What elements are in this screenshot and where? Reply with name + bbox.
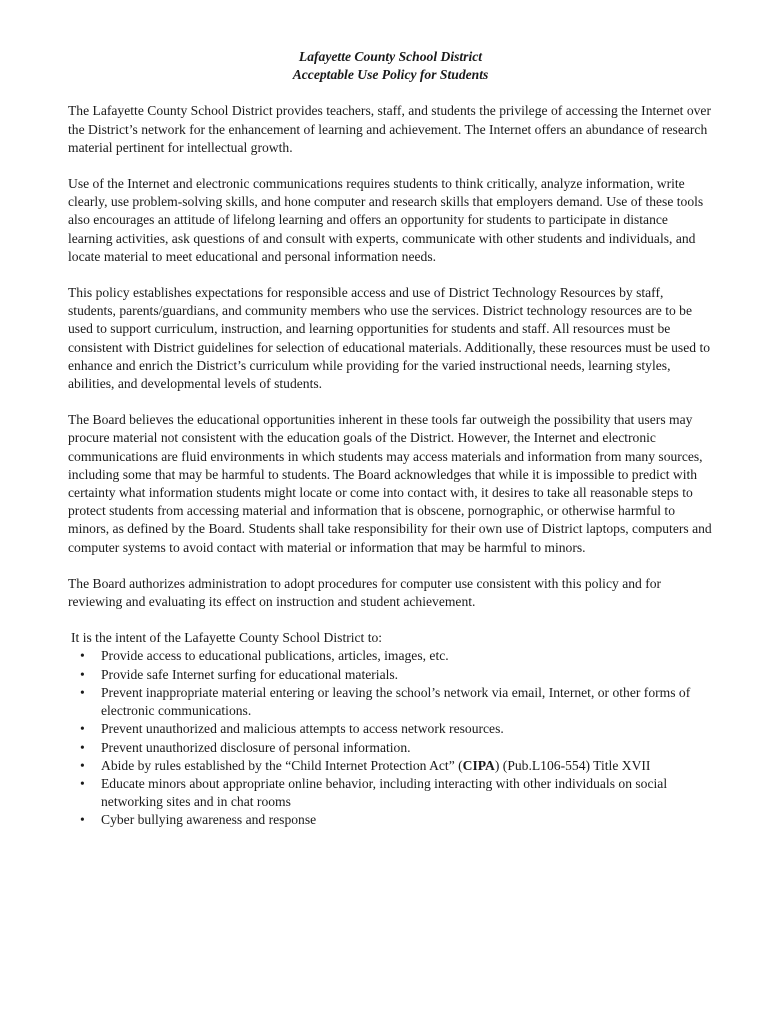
list-item: • Educate minors about appropriate online behavior, including interacting with other individuals on social networking sites and in chat rooms [68, 775, 713, 811]
document-body [68, 48, 713, 830]
list-item: • Provide safe Internet surfing for educational materials. [68, 666, 713, 684]
paragraph-internet-use: Use of the Internet and electronic communications requires students to think critically, analyze information, write clearly, use problem-solving skills, and hone computer and research skills that employers demand. Use of these tools also encourages an attitude of lifelong learning and offers an opportunity for students to participate in distance learning activities, ask questions of and consult with experts, communicate with other students and individuals, and locate material to meet educational and personal information needs. [68, 176, 704, 264]
policy-title: Acceptable Use Policy for Students [292, 67, 489, 83]
cipa-acronym: CIPA [462, 757, 495, 773]
paragraph-board-beliefs: The Board believes the educational opportunities inherent in these tools far outweigh the possibility that users may procure material not consistent with the education goals of the District. However, the Internet and electronic communications are fluid environments in which students may access materials and information from many sources, including some that may be harmful to students. The Board acknowledges that while it is impossible to predict with certainty what information students might locate or come into contact with, it desires to take all reasonable steps to protect students from accessing material and information that is obscene, pornographic, or otherwise harmful to minors, as defined by the Board. Students shall take responsibility for their own use of District laptops, computers and computer systems to avoid contact with material or information that may be harmful to minors. [68, 412, 712, 555]
cipa-text-before: Abide by rules established by the “Child Internet Protection Act” ( [101, 757, 463, 773]
list-item: • Prevent inappropriate material entering or leaving the school’s network via email, Internet, or other forms of electronic communications. [68, 684, 713, 720]
district-name: Lafayette County School District [298, 49, 483, 64]
paragraph-intro: The Lafayette County School District provides teachers, staff, and students the privilege of accessing the Internet over the District’s network for the enhancement of learning and achievement. The Internet offers an abundance of research material pertinent for intellectual growth. [68, 103, 711, 155]
paragraph-board-authorization: The Board authorizes administration to adopt procedures for computer use consistent with this policy and for reviewing and evaluating its effect on instruction and student achievement. [68, 575, 662, 610]
intent-list [68, 647, 713, 829]
cipa-text-after: ) (Pub.L106-554) Title XVII [494, 757, 651, 773]
list-item: • Prevent unauthorized disclosure of personal information. [68, 739, 713, 757]
list-item: • Prevent unauthorized and malicious attempts to access network resources. [68, 720, 713, 738]
document-title [68, 48, 713, 84]
list-item-cipa [68, 757, 713, 775]
intent-intro: It is the intent of the Lafayette County School District to: [71, 630, 383, 646]
list-item: • Provide access to educational publications, articles, images, etc. [68, 647, 713, 665]
list-item: • Cyber bullying awareness and response [68, 811, 713, 829]
paragraph-policy-expectations: This policy establishes expectations for responsible access and use of District Technology Resources by staff, students, parents/guardians, and community members who use the services. District technology resources are to be used to support curriculum, instruction, and learning opportunities for students and staff. All resources must be consistent with District guidelines for selection of educational materials. Additionally, these resources must be used to enhance and enrich the District’s curriculum while providing for the varied instructional needs, learning styles, abilities, and developmental levels of students. [68, 285, 711, 392]
